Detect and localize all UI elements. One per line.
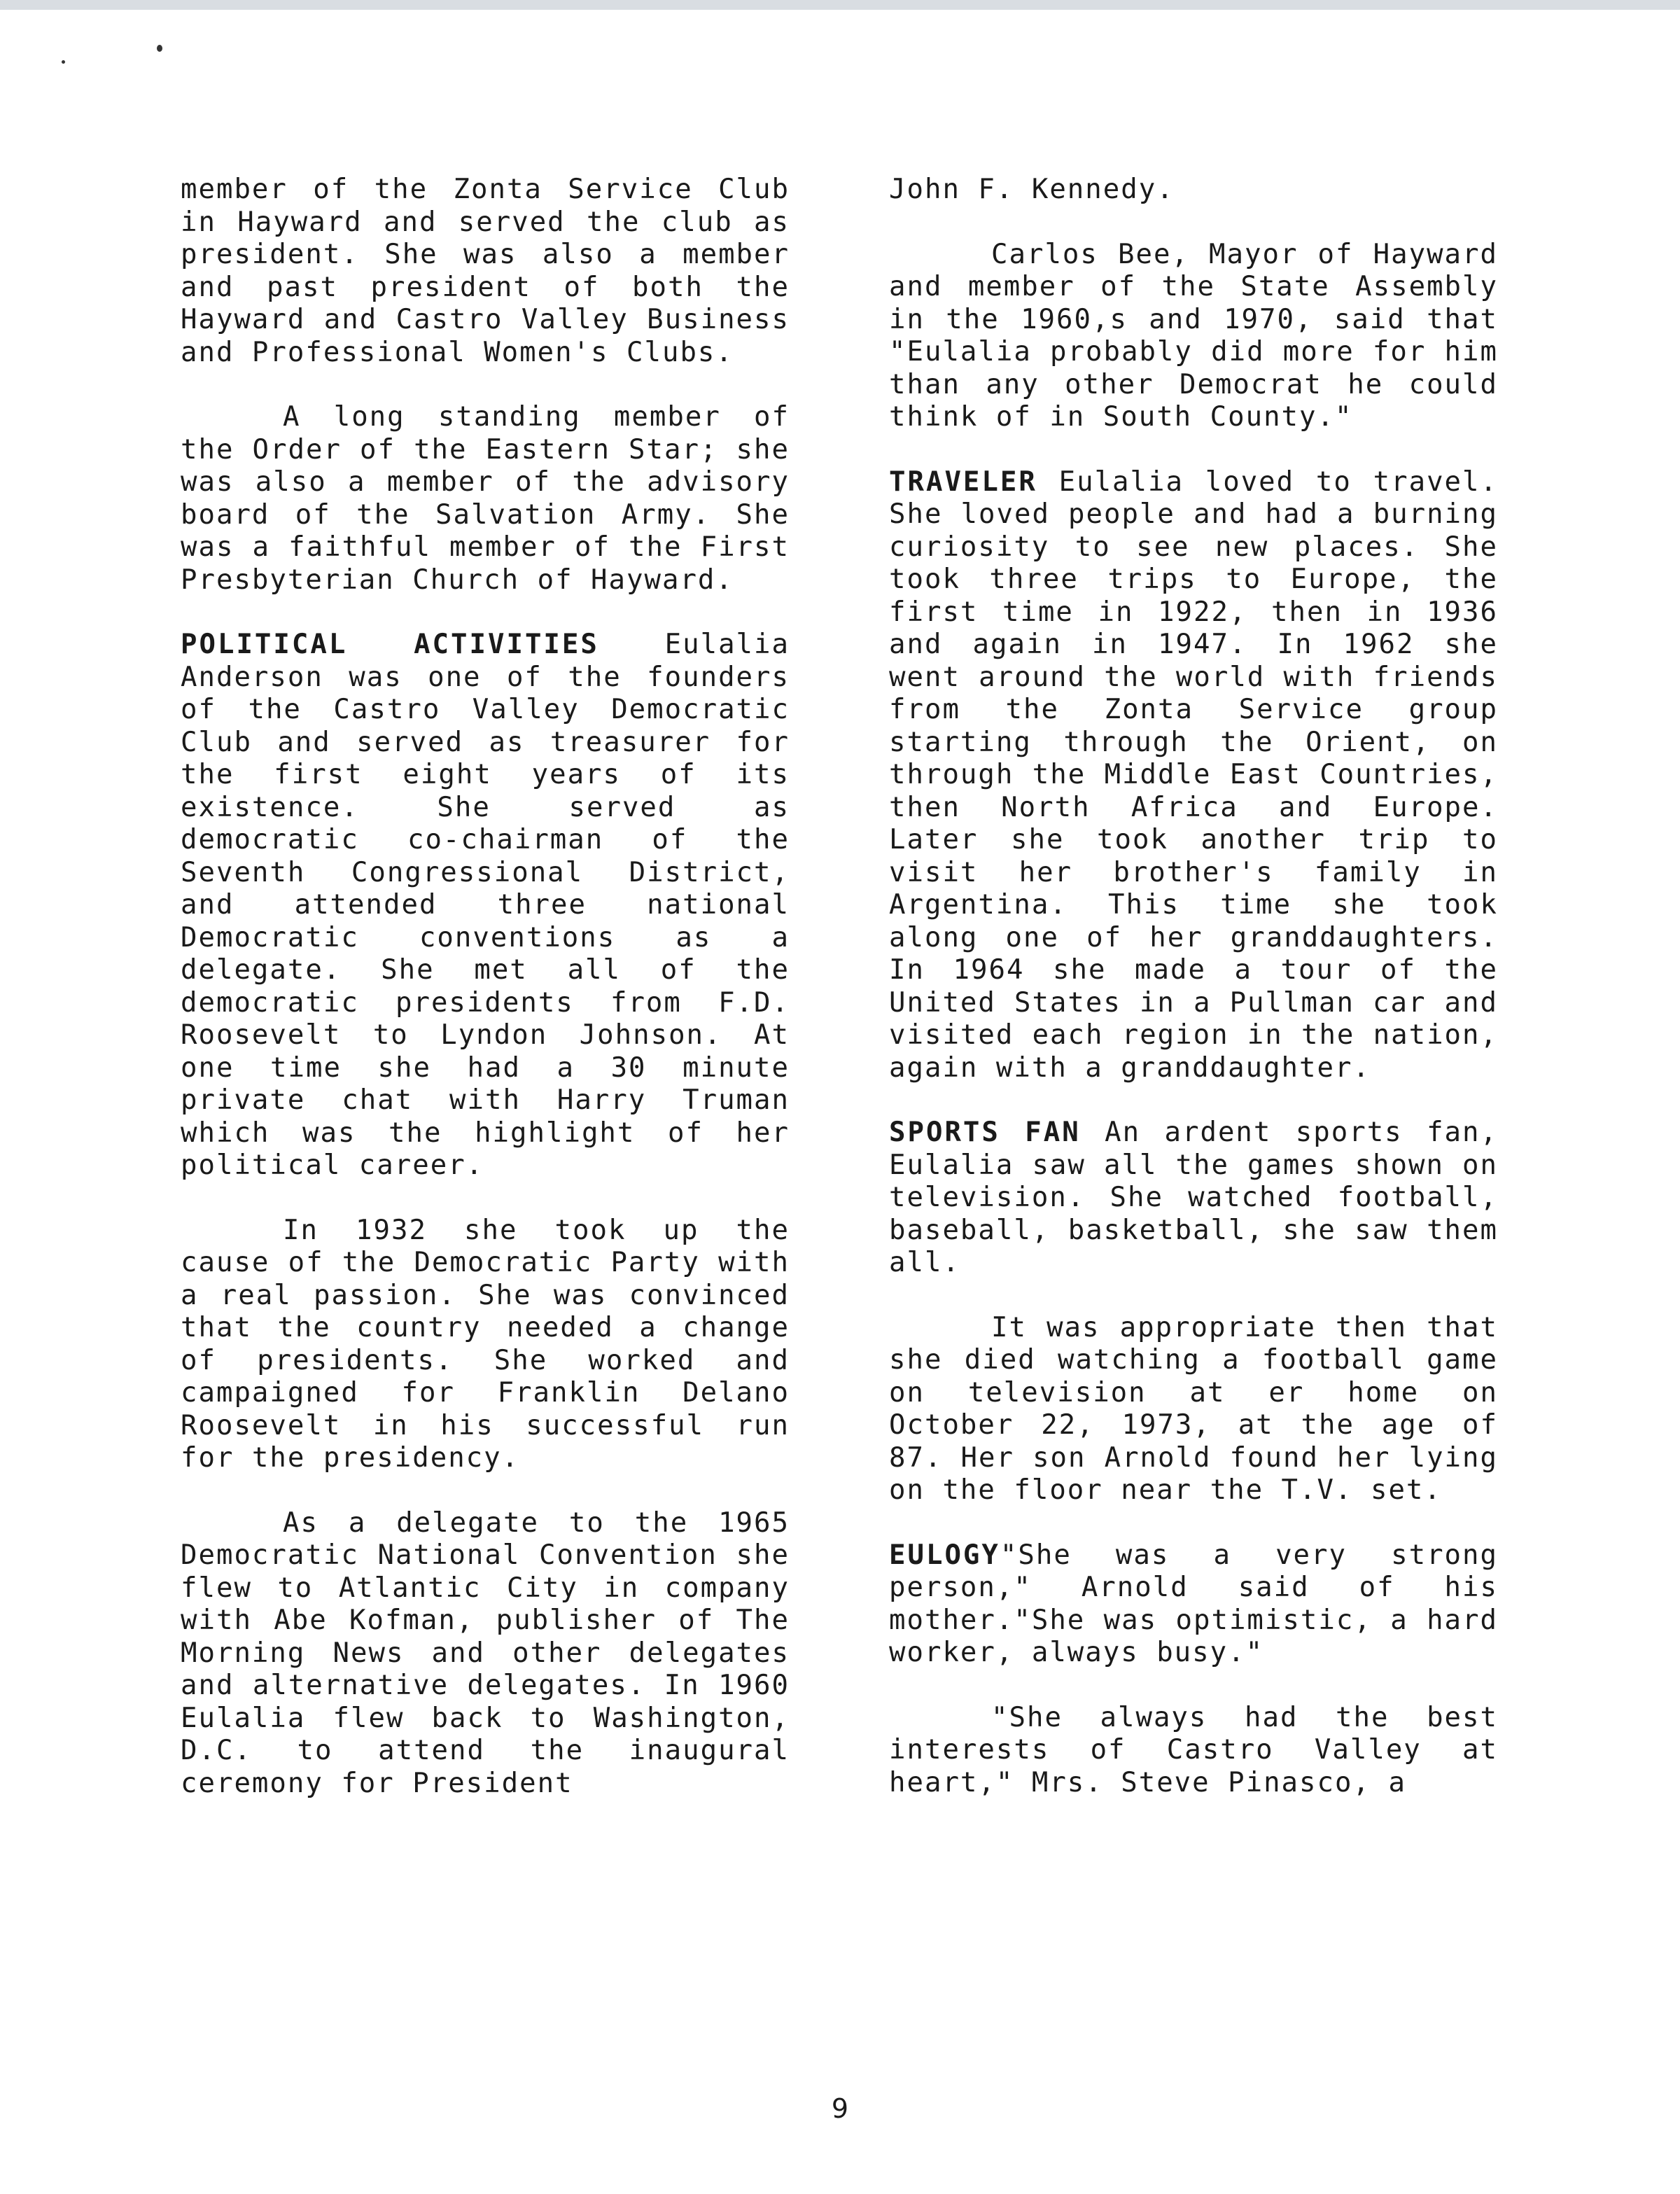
paragraph: As a delegate to the 1965 Democratic National Convention she flew to Atlantic City in company with Abe Kofman, publisher of The Morning News and other delegates and alternative delegates. In 1960 Eulalia flew back to Washington, D.C. to attend the inaugural ceremony for President [181, 1507, 790, 1799]
scan-edge [0, 0, 1680, 10]
paragraph: member of the Zonta Service Club in Hayward and served the club as president. She was also a member and past president of both the Hayward and Castro Valley Business and Professional Women's Clubs. [181, 174, 790, 368]
paragraph-body: "She was a very strong person," Arnold said of his mother."She was optimistic, a hard worker, always busy." [889, 1539, 1498, 1668]
section-heading: TRAVELER [889, 466, 1037, 498]
paragraph [889, 466, 1498, 1085]
paragraph [889, 1539, 1498, 1670]
paragraph: It was appropriate then that she died watching a football game on television at er home on October 22, 1973, at the age of 87. Her son Arnold found her lying on the floor near the T.V. set. [889, 1311, 1498, 1506]
right-column [889, 174, 1498, 1831]
section-heading: SPORTS FAN [889, 1117, 1081, 1148]
section-heading: POLITICAL ACTIVITIES [181, 629, 599, 660]
paragraph-body: Eulalia loved to travel. She loved people and had a burning curiosity to see new places. She took three trips to Europe, the first time in 1922, then in 1936 and again in 1947. In 1962 she went around the world with friends from the Zonta Service group starting through the Orient, on through the Middle East Countries, then North Africa and Europe. Later she took another trip to visit her brother's family in Argentina. This time she took along one of her granddaughters. In 1964 she made a tour of the United States in a Pullman car and visited each region in the nation, again with a granddaughter. [889, 466, 1498, 1084]
page-number: 9 [831, 2093, 849, 2124]
paragraph: John F. Kennedy. [889, 174, 1175, 205]
paragraph: A long standing member of the Order of the Eastern Star; she was also a member of the advisory board of the Salvation Army. She was a faithful member of the First Presbyterian Church of Hayward. [181, 401, 790, 596]
left-column [181, 174, 790, 1832]
paragraph: Carlos Bee, Mayor of Hayward and member of the State Assembly in the 1960,s and 1970, said that "Eulalia probably did more for him than any other Democrat he could think of in South County." [889, 238, 1498, 433]
paragraph-body: An ardent sports fan, Eulalia saw all the games shown on television. She watched football, baseball, basketball, she saw them all. [889, 1117, 1498, 1278]
paragraph-body: Eulalia Anderson was one of the founders of the Castro Valley Democratic Club and served as treasurer for the first eight years of its existence. She served as democratic co-chairman of the Seventh Congressional District, and attended three national Democratic conventions as a delegate. She met all of the democratic presidents from F.D. Roosevelt to Lyndon Johnson. At one time she had a 30 minute private chat with Harry Truman which was the highlight of her political career. [181, 629, 790, 1181]
section-heading: EULOGY [889, 1539, 1000, 1571]
paragraph [181, 629, 790, 1182]
scan-speck [157, 45, 162, 52]
paragraph [889, 1117, 1498, 1280]
paragraph: "She always had the best interests of Castro Valley at heart," Mrs. Steve Pinasco, a [889, 1701, 1498, 1798]
scan-speck [62, 60, 65, 64]
paragraph: In 1932 she took up the cause of the Democratic Party with a real passion. She was convinced that the country needed a change of presidents. She worked and campaigned for Franklin Delano Roosevelt in his successful run for the presidency. [181, 1214, 790, 1474]
